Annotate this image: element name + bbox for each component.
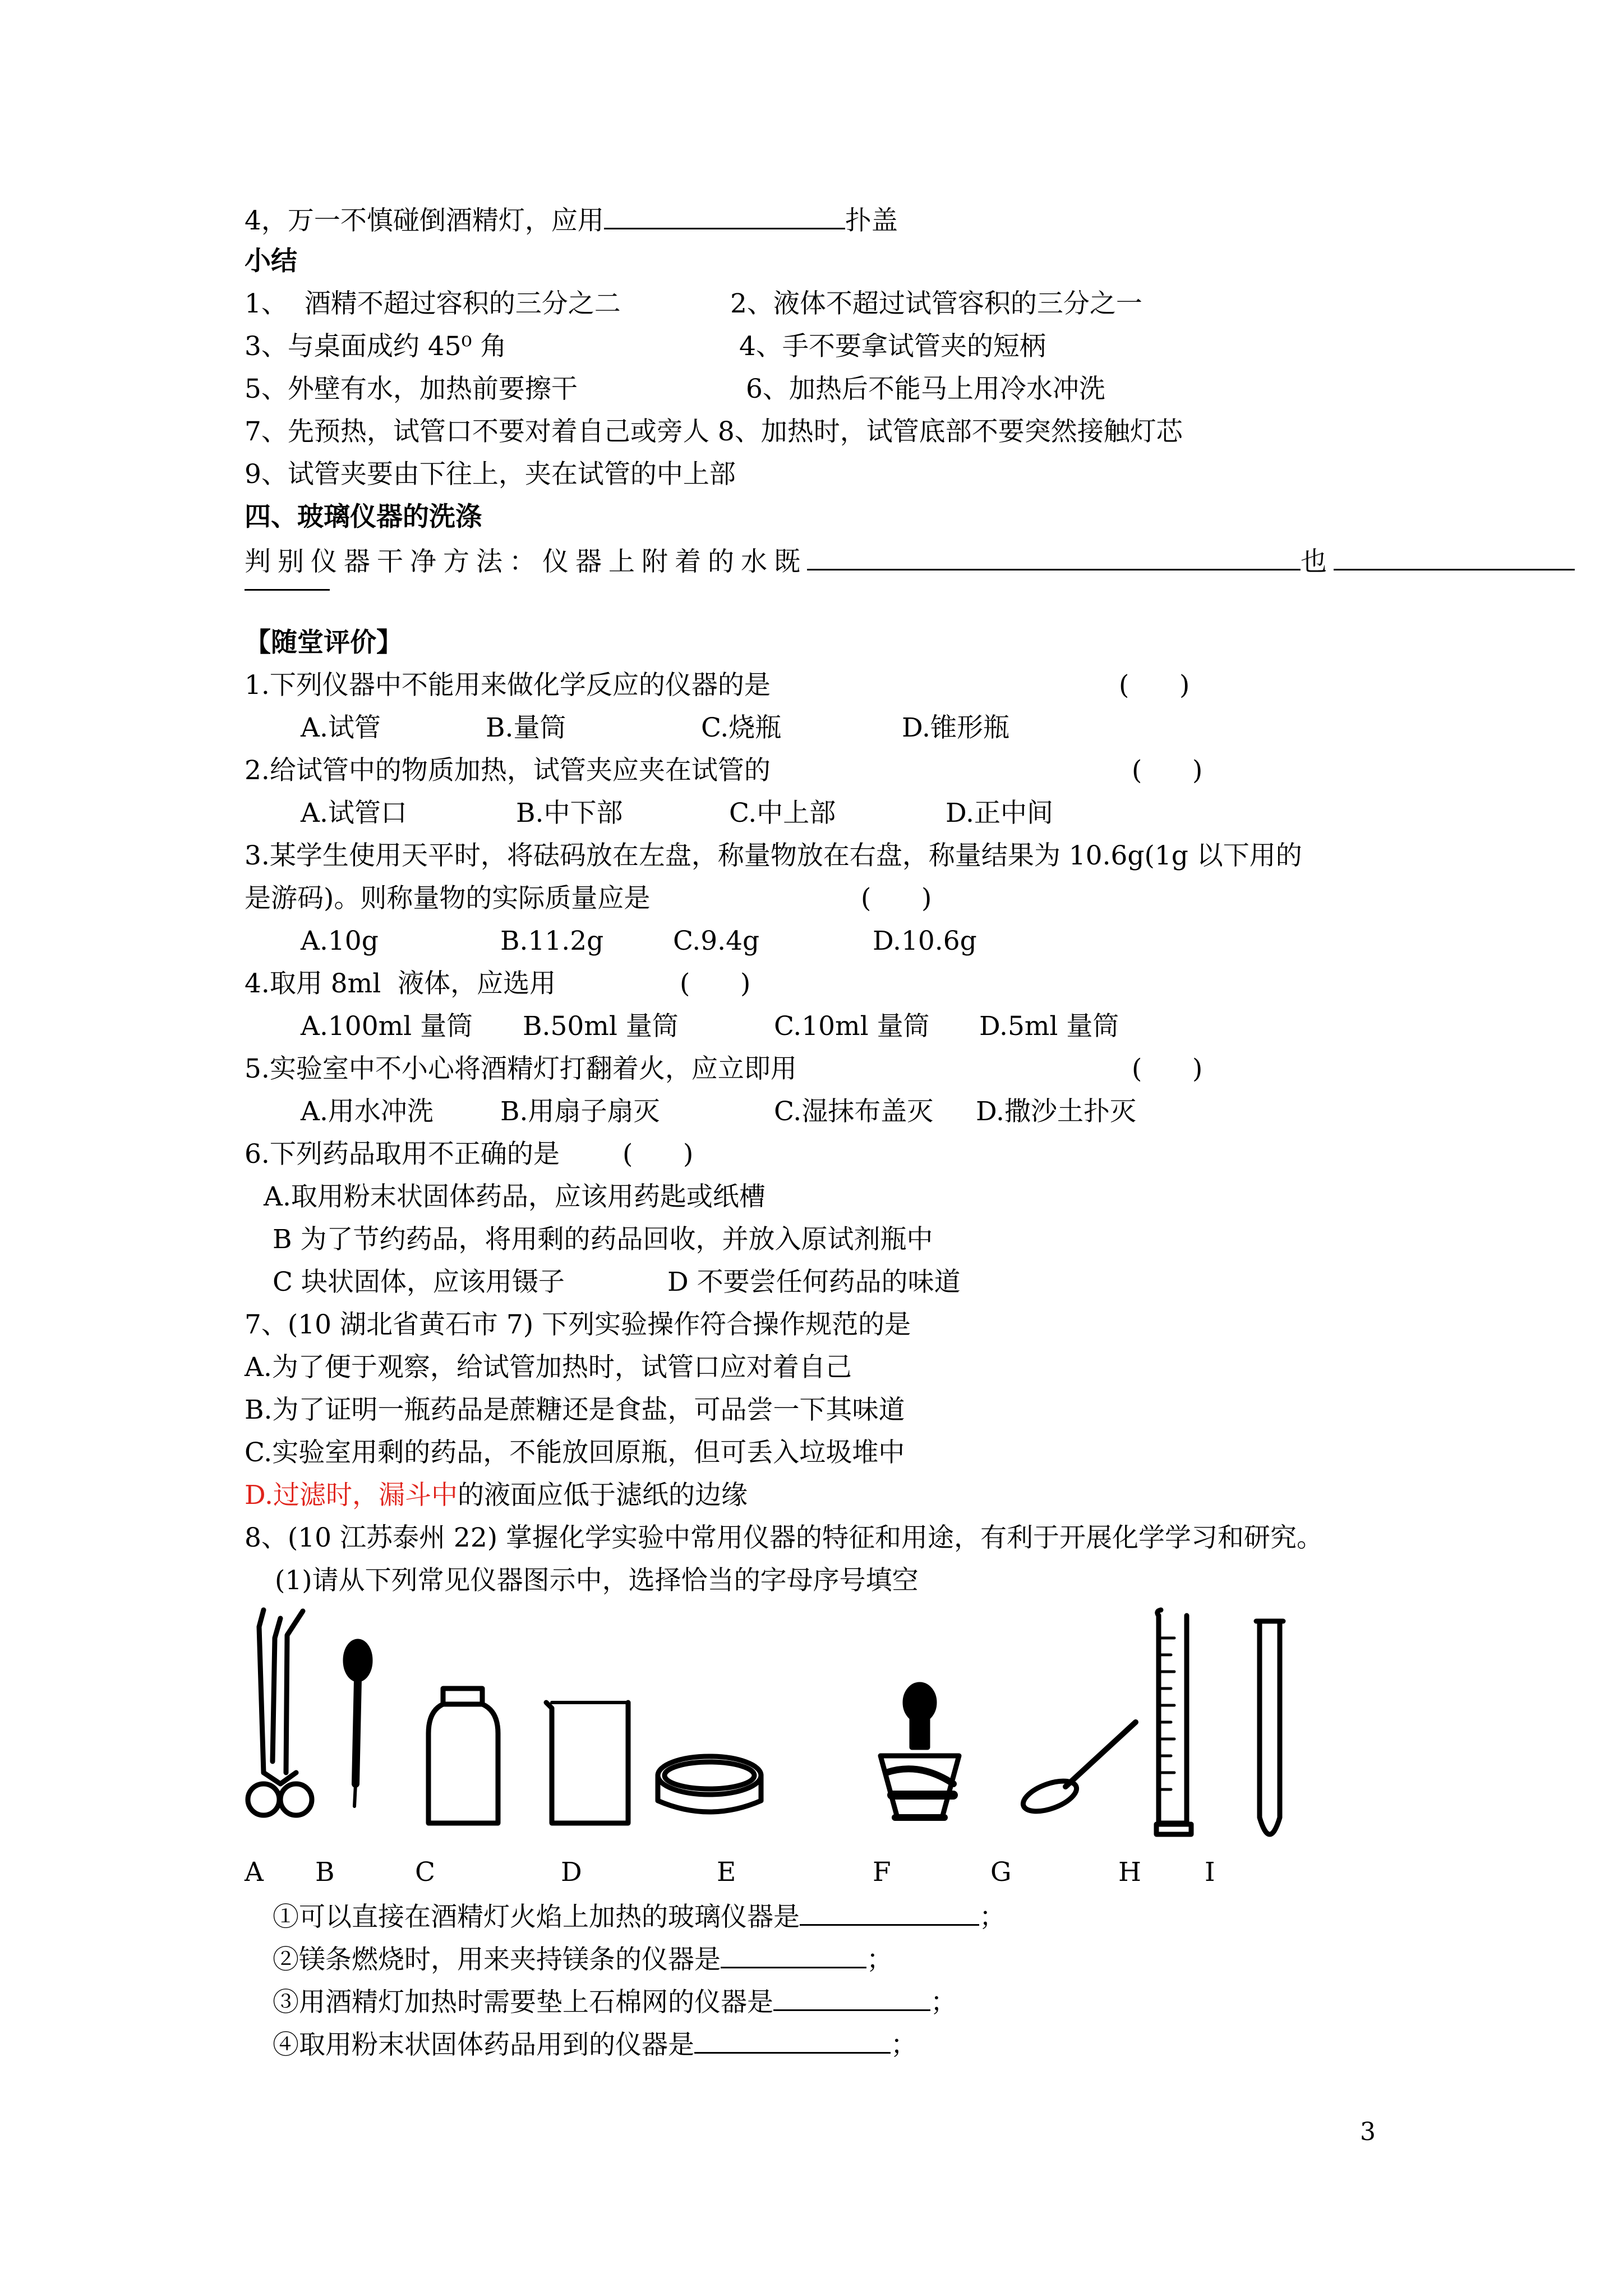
q3-option-b: B.11.2g bbox=[500, 926, 604, 956]
apparatus-figure bbox=[241, 1604, 1318, 1851]
q1-stem: 1.下列仪器中不能用来做化学反应的仪器的是 bbox=[245, 670, 771, 701]
fill-question-4: ④取用粉末状固体药品用到的仪器是 ； bbox=[273, 2027, 917, 2061]
q6-option-c: C 块状固体，应该用镊子 bbox=[273, 1267, 565, 1297]
q8-stem: 8、(10 江苏泰州 22) 掌握化学实验中常用仪器的特征和用途，有利于开展化学学习和研究。 bbox=[245, 1522, 1324, 1553]
summary-row-3b: 6、加热后不能马上用冷水冲洗 bbox=[746, 374, 1105, 404]
answer-paren[interactable]: ( ) bbox=[1132, 755, 1203, 786]
q7-option-d: D.过滤时，漏斗中的液面应低于滤纸的边缘 bbox=[245, 1480, 748, 1511]
q1-option-d: D.锥形瓶 bbox=[902, 712, 1009, 743]
q7-stem: 7、(10 湖北省黄石市 7) 下列实验操作符合操作规范的是 bbox=[245, 1309, 911, 1340]
q2-option-b: B.中下部 bbox=[516, 798, 623, 829]
q8-subquestion: (1)请从下列常见仪器图示中，选择恰当的字母序号填空 bbox=[275, 1565, 919, 1596]
q5-option-d: D.撒沙土扑灭 bbox=[976, 1096, 1136, 1127]
section-4-title: 四、玻璃仪器的洗涤 bbox=[245, 501, 482, 532]
fill-question-1: ①可以直接在酒精灯火焰上加热的玻璃仪器是 ； bbox=[273, 1899, 1006, 1933]
blank[interactable] bbox=[694, 2027, 891, 2054]
q6-option-d: D 不要尝任何药品的味道 bbox=[667, 1267, 961, 1297]
test-tube-icon bbox=[1256, 1621, 1283, 1834]
q1-option-a: A.试管 bbox=[301, 712, 381, 743]
q2-stem: 2.给试管中的物质加热，试管夹应夹在试管的 bbox=[245, 755, 771, 786]
page-number: 3 bbox=[1360, 2118, 1376, 2146]
highlighted-text: D.过滤时，漏斗中 bbox=[245, 1480, 458, 1511]
wide-mouth-bottle-icon bbox=[428, 1688, 498, 1823]
summary-row-1: 1、 酒精不超过容积的三分之二 bbox=[245, 288, 621, 319]
q4-option-a: A.100ml 量筒 bbox=[301, 1011, 473, 1042]
judge-line: 判别仪器干净方法：仪器上附着的水既 也 bbox=[245, 544, 1575, 578]
q4-option-b: B.50ml 量筒 bbox=[523, 1011, 679, 1042]
blank[interactable] bbox=[721, 1942, 866, 1968]
alcohol-lamp-icon bbox=[880, 1685, 959, 1818]
label-c: C bbox=[415, 1857, 435, 1888]
blank[interactable] bbox=[800, 1899, 979, 1926]
summary-row-3: 5、外壁有水，加热前要擦干 bbox=[245, 374, 578, 404]
eval-title: 【随堂评价】 bbox=[245, 627, 403, 658]
q3-option-a: A.10g bbox=[301, 926, 379, 956]
medicine-spoon-icon bbox=[1019, 1722, 1136, 1818]
line-alcohol-lamp: 4，万一不慎碰倒酒精灯，应用 扑盖 bbox=[245, 203, 898, 237]
label-g: G bbox=[990, 1857, 1012, 1888]
answer-paren[interactable]: ( ) bbox=[623, 1139, 694, 1170]
q5-option-c: C.湿抹布盖灭 bbox=[774, 1096, 934, 1127]
q2-option-d: D.正中间 bbox=[946, 798, 1053, 829]
answer-paren[interactable]: ( ) bbox=[1119, 670, 1190, 701]
q6-option-b: B 为了节约药品，将用剩的药品回收，并放入原试剂瓶中 bbox=[273, 1224, 933, 1255]
summary-row-2b: 4、手不要拿试管夹的短柄 bbox=[739, 331, 1046, 362]
q4-option-d: D.5ml 量筒 bbox=[979, 1011, 1119, 1042]
answer-paren[interactable]: ( ) bbox=[680, 968, 751, 999]
summary-row-5: 9、试管夹要由下往上，夹在试管的中上部 bbox=[245, 459, 736, 490]
evaporating-dish-icon bbox=[658, 1756, 761, 1812]
summary-row-1b: 2、液体不超过试管容积的三分之一 bbox=[730, 288, 1142, 319]
answer-paren[interactable]: ( ) bbox=[1132, 1053, 1203, 1084]
q3-option-d: D.10.6g bbox=[873, 926, 977, 956]
q3-stem-1: 3.某学生使用天平时，将砝码放在左盘，称量物放在右盘，称量结果为 10.6g(1g 以下用的 bbox=[245, 840, 1302, 871]
blank[interactable] bbox=[807, 544, 1301, 570]
q6-stem: 6.下列药品取用不正确的是 bbox=[245, 1139, 560, 1170]
label-f: F bbox=[873, 1857, 891, 1888]
answer-paren[interactable]: ( ) bbox=[861, 883, 932, 914]
q7-option-c: C.实验室用剩的药品，不能放回原瓶，但可丢入垃圾堆中 bbox=[245, 1437, 905, 1468]
label-h: H bbox=[1118, 1857, 1141, 1888]
blank-continued[interactable] bbox=[245, 583, 330, 591]
q1-option-c: C.烧瓶 bbox=[701, 712, 782, 743]
label-i: I bbox=[1205, 1857, 1215, 1888]
label-d: D bbox=[561, 1857, 582, 1888]
blank[interactable] bbox=[1334, 544, 1575, 570]
blank[interactable] bbox=[773, 1985, 930, 2011]
q5-stem: 5.实验室中不小心将酒精灯打翻着火，应立即用 bbox=[245, 1053, 797, 1084]
label-b: B bbox=[315, 1857, 335, 1888]
blank[interactable] bbox=[604, 203, 845, 229]
label-e: E bbox=[717, 1857, 736, 1888]
summary-row-4: 7、先预热，试管口不要对着自己或旁人 8、加热时，试管底部不要突然接触灯芯 bbox=[245, 416, 1183, 447]
q1-option-b: B.量筒 bbox=[486, 712, 566, 743]
fill-question-3: ③用酒精灯加热时需要垫上石棉网的仪器是 ； bbox=[273, 1985, 957, 2018]
q2-option-a: A.试管口 bbox=[301, 798, 407, 829]
graduated-cylinder-icon bbox=[1156, 1610, 1191, 1834]
summary-title: 小结 bbox=[245, 246, 297, 277]
q2-option-c: C.中上部 bbox=[729, 798, 836, 829]
q5-option-a: A.用水冲洗 bbox=[301, 1096, 434, 1127]
q3-option-c: C.9.4g bbox=[673, 926, 760, 956]
q6-option-a: A.取用粉末状固体药品，应该用药匙或纸槽 bbox=[264, 1181, 766, 1212]
q5-option-b: B.用扇子扇灭 bbox=[500, 1096, 660, 1127]
q7-option-a: A.为了便于观察，给试管加热时，试管口应对着自己 bbox=[245, 1352, 852, 1383]
summary-row-2: 3、与桌面成约 45⁰ 角 bbox=[245, 331, 507, 362]
q3-stem-2: 是游码)。则称量物的实际质量应是 bbox=[245, 883, 651, 914]
crucible-tongs-icon bbox=[248, 1610, 312, 1815]
label-a: A bbox=[245, 1857, 264, 1888]
q7-option-b: B.为了证明一瓶药品是蔗糖还是食盐，可品尝一下其味道 bbox=[245, 1395, 905, 1425]
fill-question-2: ②镁条燃烧时，用来夹持镁条的仪器是 ； bbox=[273, 1942, 893, 1976]
dropper-icon bbox=[345, 1641, 370, 1806]
q4-stem: 4.取用 8ml 液体，应选用 bbox=[245, 968, 556, 999]
q4-option-c: C.10ml 量筒 bbox=[774, 1011, 930, 1042]
beaker-icon bbox=[546, 1703, 628, 1823]
